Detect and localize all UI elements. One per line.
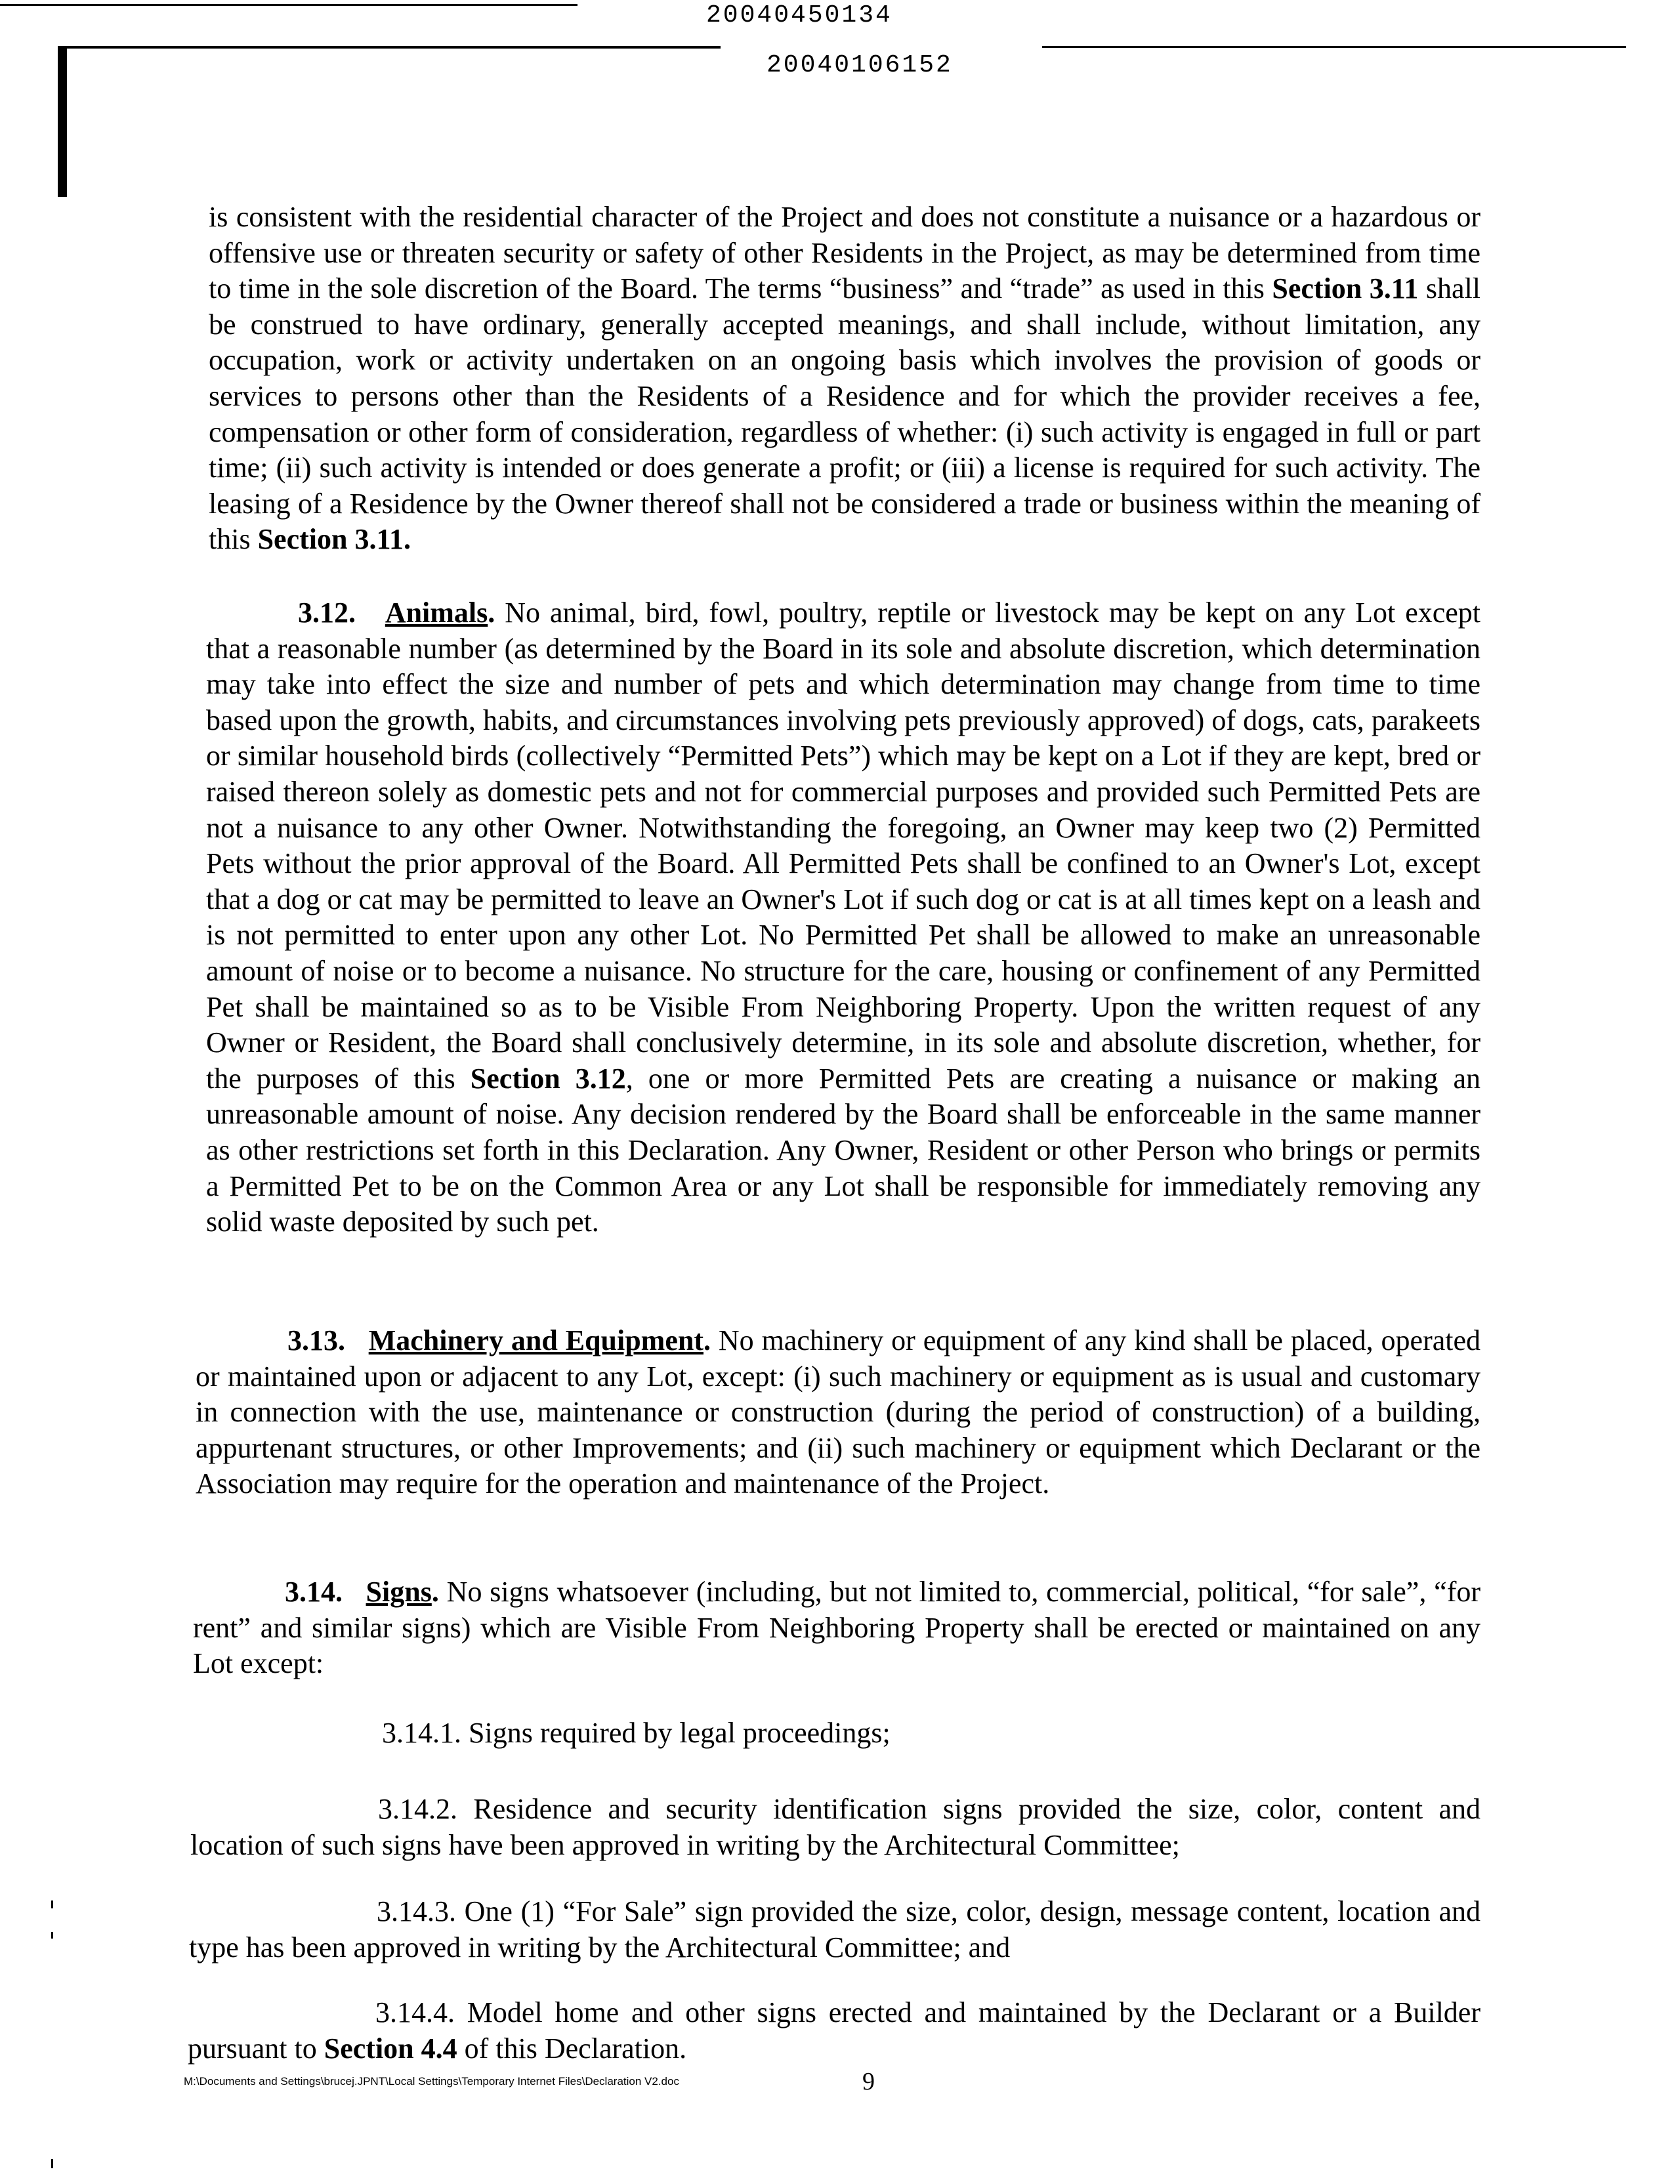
page-number: 9 xyxy=(862,2068,875,2095)
section-number: 3.14. xyxy=(285,1576,343,1608)
section-number: 3.12. xyxy=(298,597,356,629)
header-frame-left-rule xyxy=(58,46,67,197)
section-3-14-signs: 3.14. Signs. No signs whatsoever (including, but not limited to, commercial, political, “for sale”, “for rent” and similar signs) which are Visible From Neighboring Property shall be erected or maintained on any Lot except: xyxy=(193,1576,1481,1680)
section-heading: Animals xyxy=(385,597,488,629)
top-left-rule xyxy=(0,4,578,6)
section-3-12-animals: 3.12. Animals. No animal, bird, fowl, poultry, reptile or livestock may be kept on any Lot except that a reasonable number (as determined by the Board in its sole and absolute discretion, which determination may take into effect the size and number of pets and which determination may change from time to time based upon the growth, habits, and circumstances involving pets previously approved) of dogs, cats, parakeets or similar household birds (collectively “Permitted Pets”) which may be kept on a Lot if they are kept, bred or raised thereon solely as domestic pets and not for commercial purposes and provided such Permitted Pets are not a nuisance to any other Owner. Notwithstanding the foregoing, an Owner may keep two (2) Permitted Pets without the prior approval of the Board. All Permitted Pets shall be confined to an Owner's Lot, except that a dog or cat may be permitted to leave an Owner's Lot if such dog or cat is at all times kept on a leash and is not permitted to enter upon any other Lot. No Permitted Pet shall be allowed to make an unreasonable amount of noise or to become a nuisance. No structure for the care, housing or confinement of any Permitted Pet shall be maintained so as to be Visible From Neighboring Property. Upon the written request of any Owner or Resident, the Board shall conclusively determine, in its sole and absolute discretion, whether, for the purposes of this Section 3.12, one or more Permitted Pets are creating a nuisance or making an unreasonable amount of noise. Any decision rendered by the Board shall be enforceable in the same manner as other restrictions set forth in this Declaration. Any Owner, Resident or other Person who brings or permits a Permitted Pet to be on the Common Area or any Lot shall be responsible for immediately removing any solid waste deposited by such pet. xyxy=(206,597,1481,1238)
subsection-3-14-1: 3.14.1. Signs required by legal proceedings; xyxy=(382,1717,891,1749)
section-heading: Signs xyxy=(366,1576,432,1608)
subsection-3-14-3: 3.14.3. One (1) “For Sale” sign provided the size, color, design, message content, location and type has been approved in writing by the Architectural Committee; and xyxy=(189,1895,1480,1964)
document-number-top: 20040450134 xyxy=(706,1,892,30)
subsection-3-14-4: 3.14.4. Model home and other signs erected and maintained by the Declarant or a Builder pursuant to Section 4.4 of this Declaration. xyxy=(188,1996,1480,2065)
subsection-3-14-2: 3.14.2. Residence and security identification signs provided the size, color, content and location of such signs have been approved in writing by the Architectural Committee; xyxy=(190,1793,1480,1861)
section-3-11-reference: Section 3.11 xyxy=(1272,272,1419,305)
header-frame-top-rule xyxy=(58,46,721,49)
section-4-4-reference: Section 4.4 xyxy=(324,2032,457,2065)
section-number: 3.13. xyxy=(287,1324,345,1356)
section-3-12-reference: Section 3.12 xyxy=(470,1062,626,1095)
document-number-bottom: 20040106152 xyxy=(766,51,953,79)
header-right-rule xyxy=(1042,46,1626,48)
section-3-13-machinery: 3.13. Machinery and Equipment. No machinery or equipment of any kind shall be placed, operated or maintained upon or adjacent to any Lot, except: (i) such machinery or equipment as is usual and customary in connection with the use, maintenance or construction (during the period of construction) of a building, appurtenant structures, or other Improvements; and (ii) such machinery or equipment which Declarant or the Association may require for the operation and maintenance of the Project. xyxy=(196,1324,1481,1500)
section-3-11-reference: Section 3.11. xyxy=(257,523,411,556)
section-3-11-continuation: is consistent with the residential character of the Project and does not constitute a nuisance or a hazardous or offensive use or threaten security or safety of other Residents in the Project, as may be determined from time to time in the sole discretion of the Board. The terms “business” and “trade” as used in this Section 3.11 shall be construed to have ordinary, generally accepted meanings, and shall include, without limitation, any occupation, work or activity undertaken on an ongoing basis which involves the provision of goods or services to persons other than the Residents of a Residence and for which the provider receives a fee, compensation or other form of consideration, regardless of whether: (i) such activity is engaged in full or part time; (ii) such activity is intended or does generate a profit; or (iii) a license is required for such activity. The leasing of a Residence by the Owner thereof shall not be considered a trade or business within the meaning of this Section 3.11. xyxy=(209,201,1481,556)
section-heading: Machinery and Equipment xyxy=(368,1324,704,1356)
scan-mark xyxy=(51,1932,53,1939)
scan-mark xyxy=(51,2159,53,2168)
footer-file-path: M:\Documents and Settings\brucej.JPNT\Local Settings\Temporary Internet Files\Declaration V2.doc xyxy=(184,2075,679,2088)
scan-mark xyxy=(51,1900,53,1908)
